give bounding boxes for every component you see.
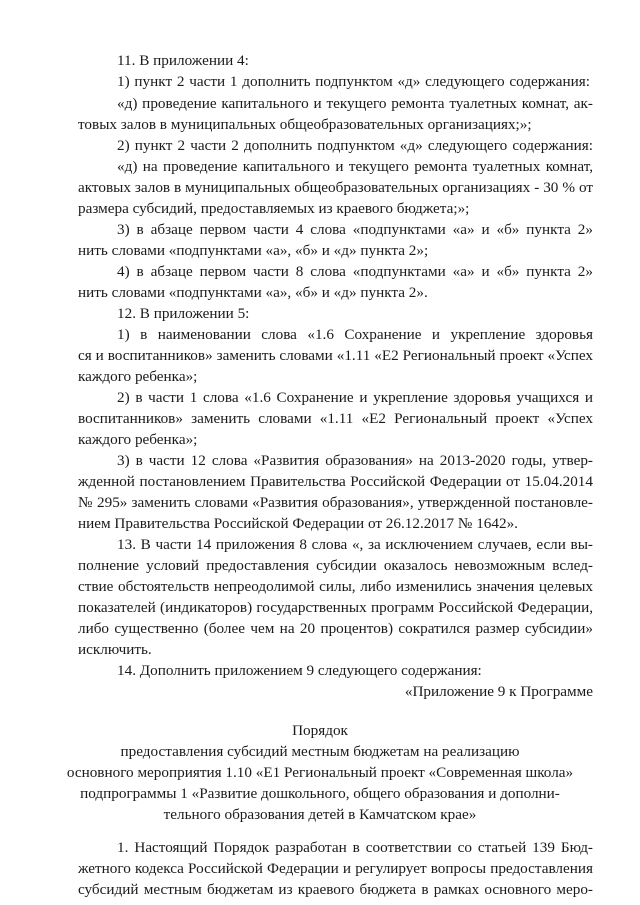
text-line: размера субсидий, предоставляемых из краевого бюджета;»; [78,200,470,217]
text-line: актовых залов в муниципальных общеобразовательных организациях - 30 % от [78,179,593,196]
section-11-title: 11. В приложении 4: [117,52,249,69]
heading-line: подпрограммы 1 «Развитие дошкольного, общего образования и дополни- [80,785,560,802]
text-line: «д) на проведение капитального и текущего ремонта туалетных комнат, [117,158,593,175]
text-line: каждого ребенка»; [78,431,198,448]
text-line: 2) в части 1 слова «1.6 Сохранение и укрепление здоровья учащихся и [117,389,593,406]
text-line: № 295» заменить словами «Развития образования», утвержденной постановле- [78,494,593,511]
heading-line: основного мероприятия 1.10 «Е1 Региональный проект «Современная школа» [66,764,574,781]
appendix-caption: «Приложение 9 к Программе [404,683,593,700]
text-line: нием Правительства Российской Федерации от 26.12.2017 № 1642». [78,515,518,532]
text-line: ствие обстоятельств непреодолимой силы, либо изменились значения целевых [78,578,593,595]
text-line: исключить. [78,641,152,658]
section-14-title: 14. Дополнить приложением 9 следующего содержания: [117,662,482,679]
article-1-text: 1. Настоящий Порядок разработан в соответствии со статьей 139 Бюд- [117,839,593,856]
text-line: каждого ребенка»; [78,368,198,385]
text-line: жденной постановлением Правительства Российской Федерации от 15.04.2014 [78,473,593,490]
text-line: воспитанников» заменить словами «1.11 «Е2 Региональный проект «Успех [78,410,593,427]
text-line: 3) в части 12 слова «Развития образования» на 2013-2020 годы, утвер- [117,452,593,469]
text-line: 2) пункт 2 части 2 дополнить подпунктом «д» следующего содержания: [117,137,593,154]
heading-line: тельного образования детей в Камчатском крае» [163,806,477,823]
text-line: жетного кодекса Российской Федерации и регулирует вопросы предоставления [78,860,593,877]
text-line: 1) пункт 2 части 1 дополнить подпунктом «д» следующего содержания: [117,73,590,90]
heading-title: Порядок [292,722,348,739]
text-line: 1) в наименовании слова «1.6 Сохранение и укрепление здоровья [117,326,593,343]
text-line: показателей (индикаторов) государственных программ Российской Федерации, [78,599,593,616]
text-line: 4) в абзаце первом части 8 слова «подпунктами «а» и «б» пункта 2» [117,263,593,280]
text-line: нить словами «подпунктами «а», «б» и «д» пункта 2»; [78,242,429,259]
text-line: ся и воспитанников» заменить словами «1.11 «Е2 Региональный проект «Успех [78,347,593,364]
text-line: нить словами «подпунктами «а», «б» и «д» пункта 2». [78,284,428,301]
text-line: полнение условий предоставления субсидии оказалось невозможным вслед- [78,557,593,574]
text-line: субсидий местным бюджетам из краевого бюджета в рамках основного меро- [78,881,593,898]
section-12-title: 12. В приложении 5: [117,305,250,322]
text-line: «д) проведение капитального и текущего ремонта туалетных комнат, ак- [117,95,593,112]
text-line: 3) в абзаце первом части 4 слова «подпунктами «а» и «б» пункта 2» [117,221,593,238]
text-line: товых залов в муниципальных общеобразовательных организациях;»; [78,116,532,133]
text-line: либо существенно (более чем на 20 процентов) сократился размер субсидии» [78,620,593,637]
section-13-text: 13. В части 14 приложения 8 слова «, за исключением случаев, если вы- [117,536,593,553]
heading-line: предоставления субсидий местным бюджетам на реализацию [120,743,520,760]
